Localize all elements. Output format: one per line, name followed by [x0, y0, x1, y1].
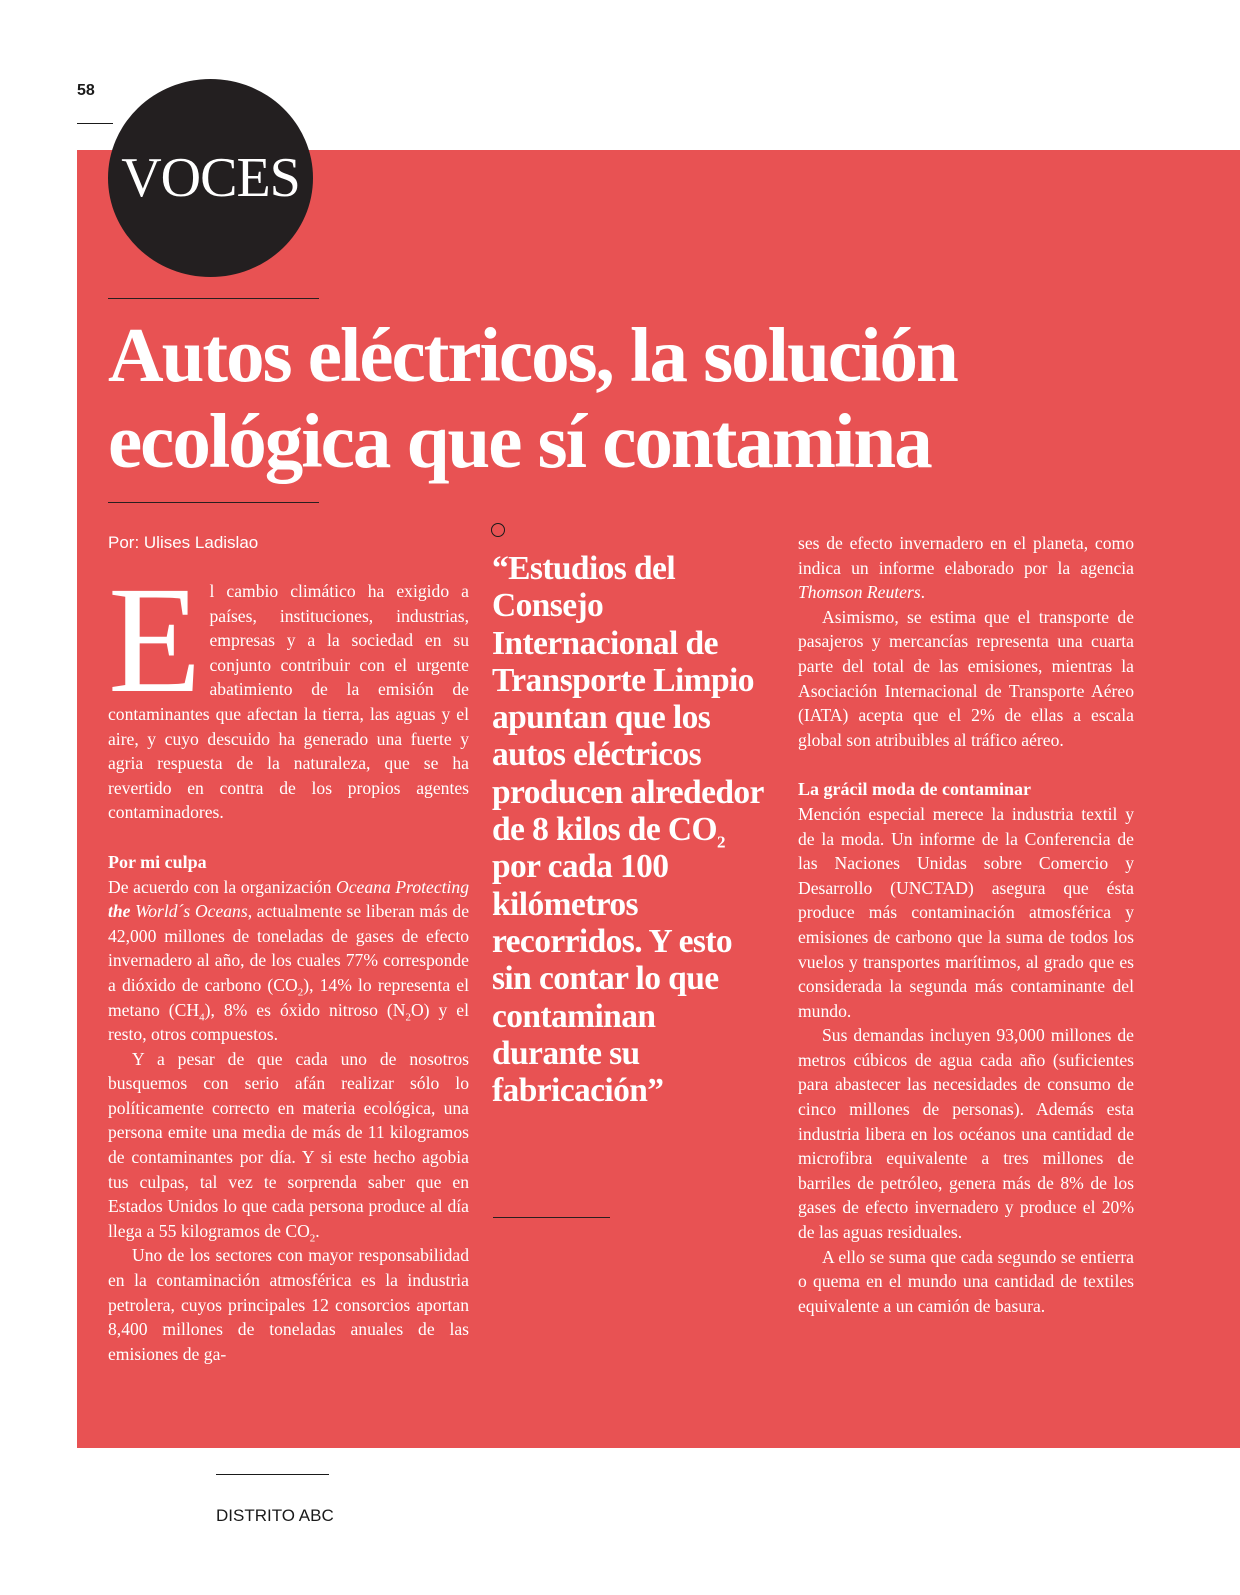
article-column-3	[798, 531, 1134, 1318]
subheading-moda: La grácil moda de contaminar	[798, 779, 1031, 800]
pullquote-rule	[493, 1217, 610, 1218]
subheading-por-mi-culpa: Por mi culpa	[108, 851, 207, 872]
article-column-1	[108, 556, 470, 1366]
body-paragraph: Sus demandas incluyen 93,000 millones de metros cúbicos de agua cada año (suficientes para abastecer las necesidades de consumo de cinco millones de personas). Además esta industria libera en los océanos una cantidad de microfibra equivalente a tres millones de barriles de petróleo, genera más de 8% de los gases de efecto invernadero y produce el 20% de las aguas residuales.	[798, 1025, 1134, 1243]
body-paragraph: Mención especial merece la industria textil y de la moda. Un informe de la Conferencia de las Naciones Unidas sobre Comercio y Desarrollo (UNCTAD) asegura que ésta produce más contaminación atmosférica y emisiones de carbono que la suma de todos los vuelos y transportes marítimos, al grado que es considerada la segunda más contaminante del mundo.	[798, 803, 1134, 1021]
headline-line-2: ecológica que sí contamina	[108, 398, 931, 484]
byline: Por: Ulises Ladislao	[108, 533, 259, 552]
source-name: Thomson Reuters	[798, 582, 921, 603]
body-paragraph: Uno de los sectores con mayor responsabilidad en la contaminación atmosférica es la industria petrolera, cuyos principales 12 consorcios aportan 8,400 millones de toneladas anuales de las emisiones de ga-	[108, 1245, 469, 1364]
publication-name: DISTRITO ABC	[216, 1506, 334, 1525]
headline-line-1: Autos eléctricos, la solución	[108, 312, 957, 398]
body-paragraph: Y a pesar de que cada uno de nosotros busquemos con serio afán realizar sólo lo políticamente correcto en materia ecológica, una persona emite una media de más de 11 kilogramos de contaminantes por día. Y si este hecho agobia tus culpas, tal vez te sorprenda saber que en Estados Unidos lo que cada persona produce al día llega a 55 kilogramos de $CO_2$.	[108, 1048, 469, 1245]
headline-top-rule	[108, 298, 319, 299]
pullquote-circle-icon	[491, 523, 505, 537]
page-number: 58	[77, 82, 95, 99]
section-badge: VOCES	[108, 79, 313, 277]
body-paragraph: De acuerdo con la organización Oceana Protecting the World´s Oceans, actualmente se liberan más de 42,000 millones de toneladas de gases de efecto invernadero al año, de los cuales 77% corresponde a dióxido de carbono $(CO_2)$, 14% lo representa el metano $(CH_4)$, 8% es óxido nitroso $(N_2O)$ y el resto, otros compuestos.	[108, 876, 470, 1045]
body-paragraph: A ello se suma que cada segundo se entierra o quema en el mundo una cantidad de textiles equivalente a un camión de basura.	[798, 1246, 1134, 1316]
body-paragraph: Asimismo, se estima que el transporte de pasajeros y mercancías representa una cuarta parte del total de las emisiones, mientras la Asociación Internacional de Transporte Aéreo (IATA) acepta que el 2% de ellas a escala global son atribuibles al tráfico aéreo.	[798, 606, 1134, 750]
headline	[108, 312, 1208, 484]
footer-rule	[216, 1474, 329, 1475]
drop-cap: E	[108, 556, 202, 725]
page-number-rule	[77, 123, 113, 124]
body-paragraph: ses de efecto invernadero en el planeta, como indica un informe elaborado por la agencia Thomson Reuters.	[798, 533, 1134, 603]
organization-name: Oceana Protecting the World´s Oceans	[108, 876, 469, 922]
pullquote: “Estudios del Consejo Internacional de Transporte Limpio apuntan que los autos eléctricos producen alrededor de 8 kilos de $CO_2$ por cada 100 kilómetros recorridos. Y esto sin contar lo que contaminan durante su fabricación”	[492, 550, 764, 1110]
intro-paragraph: El cambio climático ha exigido a países, instituciones, industrias, empresas y a la sociedad en su conjunto contribuir con el urgente abatimiento de la emisión de contaminantes que afectan la tierra, las aguas y el aire, y cuyo descuido ha generado una fuerte y agria respuesta de la naturaleza, que se ha revertido en contra de los propios agentes contaminadores.	[108, 556, 469, 823]
headline-bottom-rule	[108, 502, 319, 503]
